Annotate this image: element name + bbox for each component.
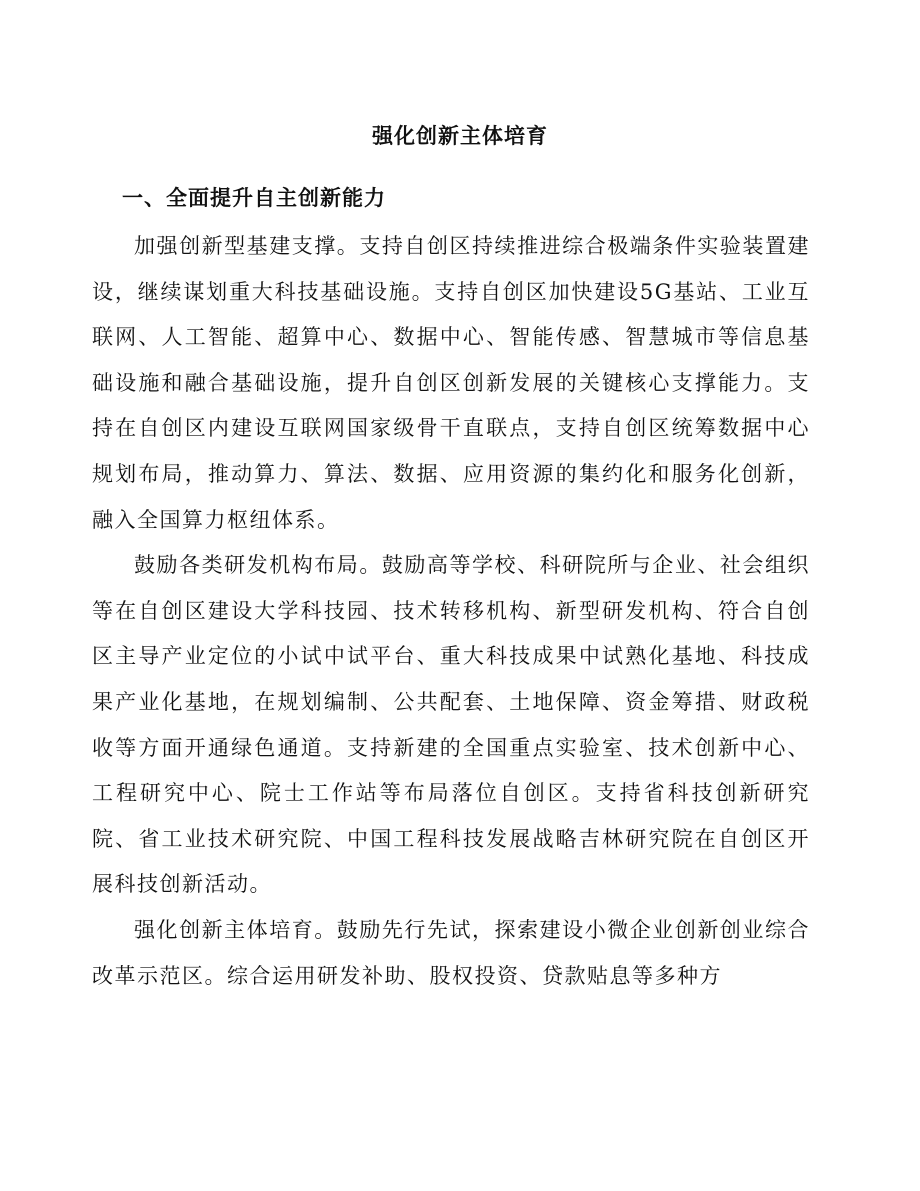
paragraph-research-institutions: 鼓励各类研发机构布局。鼓励高等学校、科研院所与企业、社会组织等在自创区建设大学科技园、技术转移机构、新型研发机构、符合自创区主导产业定位的小试中试平台、重大科技成果中试熟化基地、科技成果产业化基地，在规划编制、公共配套、土地保障、资金筹措、财政税收等方面开通绿色通道。支持新建的全国重点实验室、技术创新中心、工程研究中心、院士工作站等布局落位自创区。支持省科技创新研究院、省工业技术研究院、中国工程科技发展战略吉林研究院在自创区开展科技创新活动。 [92, 553, 810, 897]
paragraph-infrastructure: 加强创新型基建支撑。支持自创区持续推进综合极端条件实验装置建设，继续谋划重大科技基础设施。支持自创区加快建设5G基站、工业互联网、人工智能、超算中心、数据中心、智能传感、智慧城市等信息基础设施和融合基础设施，提升自创区创新发展的关键核心支撑能力。支持在自创区内建设互联网国家级骨干直联点，支持自创区统筹数据中心规划布局，推动算力、算法、数据、应用资源的集约化和服务化创新，融入全国算力枢纽体系。 [92, 234, 810, 532]
paragraph-innovation-entities: 强化创新主体培育。鼓励先行先试，探索建设小微企业创新创业综合改革示范区。综合运用研发补助、股权投资、贷款贴息等多种方 [92, 917, 810, 988]
document-title: 强化创新主体培育 [372, 124, 548, 148]
section-heading: 一、全面提升自主创新能力 [122, 186, 386, 210]
body-text [92, 224, 810, 999]
